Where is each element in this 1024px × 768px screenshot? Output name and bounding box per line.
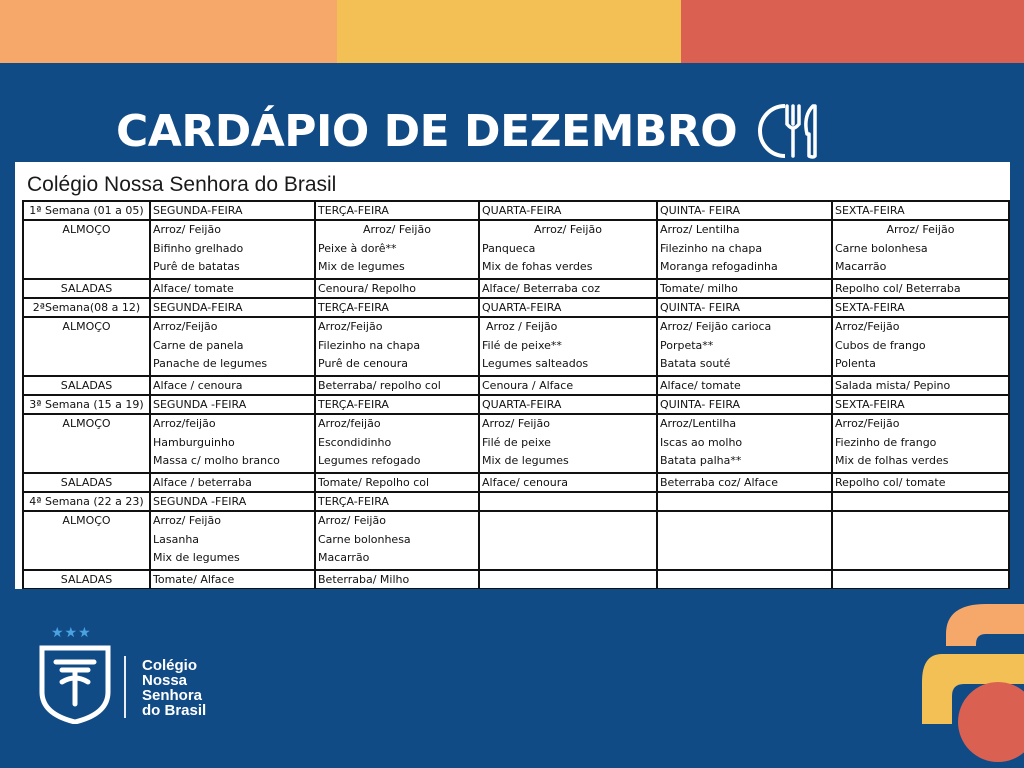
salads-label: SALADAS [23,279,150,298]
menu-item: Cubos de frango [835,338,926,352]
lunch-cell [315,220,479,279]
salad-cell: Salada mista/ Pepino [832,376,1009,395]
lunch-cell [479,220,657,279]
salad-cell: Repolho col/ Beterraba [832,279,1009,298]
logo-line: Nossa [142,672,188,689]
menu-item: Purê de cenoura [318,357,408,370]
menu-item: Arroz/ Feijão [482,417,550,430]
day-header: TERÇA-FEIRA [315,201,479,220]
day-header: TERÇA-FEIRA [315,298,479,317]
day-header: SEXTA-FEIRA [832,395,1009,414]
menu-item: Arroz/Feijão [835,320,900,333]
logo-line: do Brasil [142,702,207,719]
lunch-cell [657,511,832,570]
menu-item: Iscas ao molho [660,435,743,449]
menu-item: Purê de batatas [153,260,240,273]
week-label: 1ª Semana (01 a 05) [23,201,150,220]
menu-item: Carne bolonhesa [318,532,411,546]
menu-item: Batata palha** [660,454,742,467]
salad-cell: Beterraba coz/ Alface [657,473,832,492]
day-header: SEGUNDA-FEIRA [150,201,315,220]
menu-item [482,512,654,531]
salad-cell: Alface / beterraba [150,473,315,492]
lunch-row [23,317,1009,376]
week-header-row [23,201,1009,220]
menu-item: Bifinho grelhado [153,241,244,255]
lunch-cell [479,511,657,570]
menu-item: Legumes refogado [318,454,421,467]
day-header: SEGUNDA-FEIRA [150,298,315,317]
salads-row [23,376,1009,395]
logo-line: Senhora [142,687,203,704]
band-segment-orange [0,0,337,63]
menu-item: Macarrão [835,260,887,273]
shield-emblem-icon [38,644,112,724]
salad-cell [832,570,1009,589]
lunch-cell [479,317,657,376]
menu-item: Arroz / Feijão [486,320,558,333]
salads-label: SALADAS [23,473,150,492]
menu-item [660,549,829,568]
week-label: 2ªSemana(08 a 12) [23,298,150,317]
menu-item: Mix de fohas verdes [482,260,593,273]
cutlery-icon [755,100,827,162]
salad-cell: Alface/ Beterraba coz [479,279,657,298]
lunch-cell [150,414,315,473]
lunch-cell [832,511,1009,570]
salad-cell: Beterraba/ Milho [315,570,479,589]
menu-item: Macarrão [318,551,370,564]
menu-item: Mix de legumes [153,551,240,564]
menu-item: Filezinho na chapa [660,241,763,255]
band-segment-yellow [337,0,681,63]
menu-item: Arroz/ Feijão [318,514,386,527]
day-header: TERÇA-FEIRA [315,395,479,414]
salad-cell: Alface/ tomate [150,279,315,298]
salad-cell [479,570,657,589]
menu-item: Arroz/ Feijão [534,223,602,236]
menu-item: Massa c/ molho branco [153,454,280,467]
menu-item [835,549,1006,568]
lunch-label: ALMOÇO [23,414,150,473]
menu-item: Moranga refogadinha [660,260,778,273]
menu-item: Filezinho na chapa [318,338,421,352]
logo-divider [124,656,126,718]
menu-item: Porpeta** [660,338,714,352]
menu-item: Batata souté [660,357,731,370]
menu-panel [15,162,1010,589]
salad-cell: Cenoura / Alface [479,376,657,395]
menu-item: Filé de peixe** [482,338,562,352]
day-header: QUARTA-FEIRA [479,395,657,414]
menu-item [835,512,1006,531]
lunch-cell [657,414,832,473]
day-header: QUINTA- FEIRA [657,395,832,414]
menu-item: Lasanha [153,532,200,546]
logo-line: Colégio [142,657,197,674]
logo-wordmark [142,658,206,718]
salad-cell: Repolho col/ tomate [832,473,1009,492]
menu-item: Escondidinho [318,435,392,449]
menu-item: Arroz/Feijão [153,320,218,333]
lunch-row [23,511,1009,570]
day-header: QUINTA- FEIRA [657,201,832,220]
day-header: SEGUNDA -FEIRA [150,395,315,414]
lunch-label: ALMOÇO [23,220,150,279]
day-header: QUARTA-FEIRA [479,201,657,220]
menu-item: Arroz/ Feijão carioca [660,320,772,333]
lunch-cell [150,317,315,376]
menu-school-name: Colégio Nossa Senhora do Brasil [27,173,337,196]
week-header-row [23,492,1009,511]
salads-row [23,473,1009,492]
week-label: 4ª Semana (22 a 23) [23,492,150,511]
day-header: TERÇA-FEIRA [315,492,479,511]
menu-item: Polenta [835,357,876,370]
salads-label: SALADAS [23,376,150,395]
salad-cell: Tomate/ Repolho col [315,473,479,492]
menu-item: Arroz/feijão [153,417,216,430]
salad-cell: Tomate/ milho [657,279,832,298]
week-header-row [23,395,1009,414]
salad-cell [657,570,832,589]
menu-item: Panache de legumes [153,357,268,370]
lunch-cell [657,317,832,376]
lunch-row [23,220,1009,279]
menu-item: Hamburguinho [153,435,235,449]
lunch-cell [150,220,315,279]
brand-mark-icon [912,598,1024,768]
menu-item: Mix de legumes [482,454,569,467]
menu-item: Peixe à dorê** [318,241,397,255]
menu-item: Arroz/Lentilha [660,417,737,430]
salad-cell: Tomate/ Alface [150,570,315,589]
menu-item: Carne de panela [153,338,244,352]
menu-table-body [23,201,1009,589]
lunch-label: ALMOÇO [23,317,150,376]
day-header: QUINTA- FEIRA [657,298,832,317]
lunch-cell [315,511,479,570]
menu-item [482,549,654,568]
menu-item [835,531,1006,550]
lunch-cell [150,511,315,570]
band-segment-red [681,0,1024,63]
lunch-cell [832,317,1009,376]
salad-cell: Beterraba/ repolho col [315,376,479,395]
day-header [657,492,832,511]
menu-item: Arroz/Feijão [318,320,383,333]
lunch-cell [479,414,657,473]
lunch-cell [832,414,1009,473]
week-header-row [23,298,1009,317]
logo-stars: ★★★ [51,624,92,640]
day-header [479,492,657,511]
lunch-cell [832,220,1009,279]
menu-item: Mix de legumes [318,260,405,273]
menu-item: Arroz/ Feijão [153,514,221,527]
salad-cell: Alface / cenoura [150,376,315,395]
menu-table [22,200,1010,589]
lunch-cell [657,220,832,279]
salad-cell: Cenoura/ Repolho [315,279,479,298]
salads-label: SALADAS [23,570,150,589]
salad-cell: Alface/ tomate [657,376,832,395]
day-header: SEXTA-FEIRA [832,201,1009,220]
lunch-label: ALMOÇO [23,511,150,570]
week-label: 3ª Semana (15 a 19) [23,395,150,414]
lunch-row [23,414,1009,473]
menu-item: Filé de peixe [482,435,551,449]
lunch-cell [315,317,479,376]
menu-item: Arroz/Feijão [835,417,900,430]
menu-item [482,531,654,550]
top-color-band [0,0,1024,63]
menu-item: Arroz/ Feijão [153,223,221,236]
menu-item: Panqueca [482,241,536,255]
salads-row [23,570,1009,589]
page-header [116,100,827,162]
day-header: SEXTA-FEIRA [832,298,1009,317]
salad-cell: Alface/ cenoura [479,473,657,492]
menu-item [660,531,829,550]
day-header: SEGUNDA -FEIRA [150,492,315,511]
menu-item: Arroz/ Feijão [886,223,955,236]
menu-item: Arroz/feijão [318,417,381,430]
menu-item: Arroz/ Feijão [363,223,431,236]
menu-item: Legumes salteados [482,357,589,370]
salads-row [23,279,1009,298]
menu-item [660,512,829,531]
lunch-cell [315,414,479,473]
menu-item: Carne bolonhesa [835,241,928,255]
menu-item: Mix de folhas verdes [835,454,949,467]
day-header: QUARTA-FEIRA [479,298,657,317]
menu-item: Arroz/ Lentilha [660,223,740,236]
page-title: CARDÁPIO DE DEZEMBRO [116,105,738,157]
day-header [832,492,1009,511]
menu-item: Fiezinho de frango [835,435,937,449]
